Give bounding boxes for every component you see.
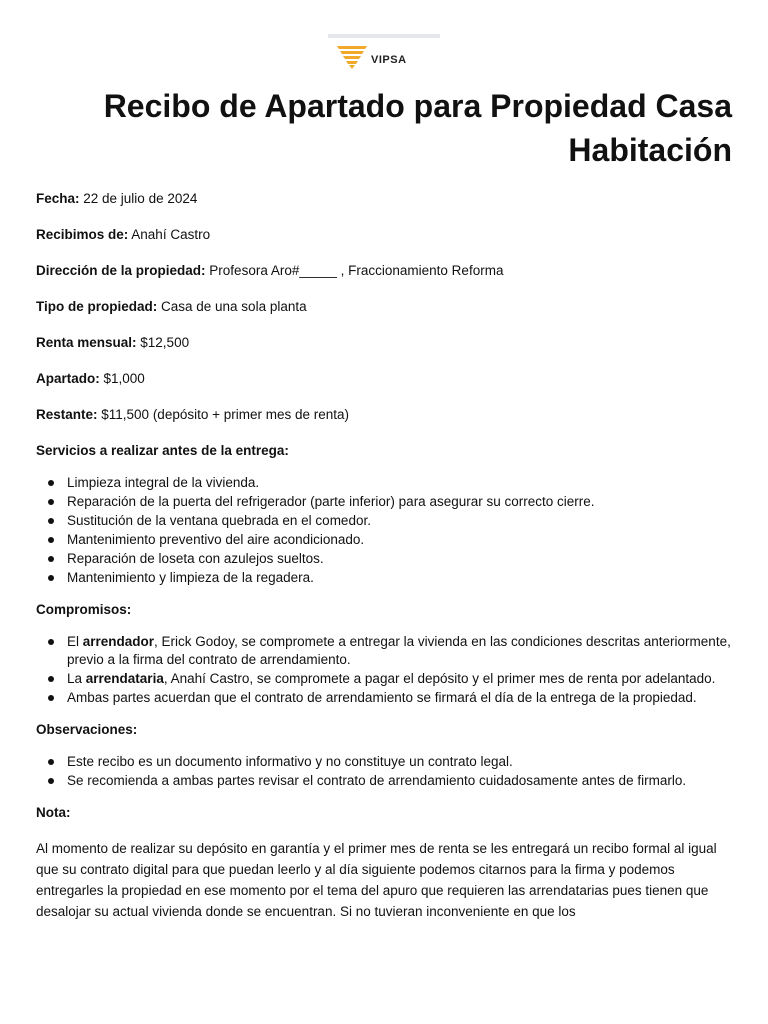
list-item: Este recibo es un documento informativo y no constituye un contrato legal. <box>67 753 736 771</box>
field-row <box>36 190 736 208</box>
field-label: Restante: <box>36 407 98 422</box>
header-divider <box>328 34 440 38</box>
compromisos-heading: Compromisos: <box>36 602 132 617</box>
list-item <box>67 633 736 669</box>
compromiso-pre: El <box>67 634 83 649</box>
field-value: Anahí Castro <box>128 227 211 242</box>
field-label: Renta mensual: <box>36 335 137 350</box>
field-label: Tipo de propiedad: <box>36 299 158 314</box>
logo-text: VIPSA <box>371 54 407 66</box>
field-value: 22 de julio de 2024 <box>79 191 198 206</box>
field-value: $12,500 <box>136 335 190 350</box>
list-item: Limpieza integral de la vivienda. <box>67 474 736 492</box>
observaciones-heading: Observaciones: <box>36 722 138 737</box>
list-item: Mantenimiento preventivo del aire acondicionado. <box>67 531 736 549</box>
nota-heading: Nota: <box>36 805 71 820</box>
compromiso-post: , Erick Godoy, se compromete a entregar la vivienda en las condiciones descritas anteriormente, previo a la firma del contrato de arrendamiento. <box>67 634 731 667</box>
field-label: Dirección de la propiedad: <box>36 263 206 278</box>
company-logo <box>337 44 407 70</box>
compromisos-list <box>36 633 736 707</box>
list-item: Sustitución de la ventana quebrada en el comedor. <box>67 512 736 530</box>
field-label: Apartado: <box>36 371 100 386</box>
field-row <box>36 226 736 244</box>
list-item: Reparación de loseta con azulejos sueltos. <box>67 550 736 568</box>
servicios-list <box>36 474 736 587</box>
list-item <box>67 670 736 688</box>
servicios-heading: Servicios a realizar antes de la entrega: <box>36 443 289 458</box>
field-list <box>36 190 736 424</box>
compromiso-pre: Ambas partes acuerdan que el contrato de arrendamiento se firmará el día de la entrega de la propiedad. <box>67 690 697 705</box>
field-row <box>36 406 736 424</box>
list-item <box>67 689 736 707</box>
field-value: Casa de una sola planta <box>157 299 307 314</box>
field-row <box>36 334 736 352</box>
list-item: Reparación de la puerta del refrigerador (parte inferior) para asegurar su correcto cierre. <box>67 493 736 511</box>
field-row <box>36 370 736 388</box>
field-value: $11,500 (depósito + primer mes de renta) <box>97 407 350 422</box>
compromiso-bold: arrendataria <box>85 671 164 686</box>
field-row <box>36 298 736 316</box>
list-item: Mantenimiento y limpieza de la regadera. <box>67 569 736 587</box>
field-label: Recibimos de: <box>36 227 129 242</box>
field-value: Profesora Aro#_____ , Fraccionamiento Reforma <box>205 263 504 278</box>
nota-text: Al momento de realizar su depósito en garantía y el primer mes de renta se les entregará un recibo formal al igual que su contrato digital para que puedan leerlo y al día siguiente podemos citarnos para la firma y podemos entregarles la propiedad en ese momento por el tema del apuro que requieren las arrendatarias pues tienen que desalojar su actual vivienda donde se encuentran. Si no tuvieran inconveniente en que los <box>36 841 717 919</box>
document-body <box>36 190 736 922</box>
observaciones-list <box>36 753 736 790</box>
compromiso-bold: arrendador <box>82 634 155 649</box>
field-row <box>36 262 736 280</box>
vipsa-logo-icon <box>337 44 367 70</box>
compromiso-post: , Anahí Castro, se compromete a pagar el depósito y el primer mes de renta por adelantado. <box>163 671 716 686</box>
field-label: Fecha: <box>36 191 80 206</box>
list-item: Se recomienda a ambas partes revisar el contrato de arrendamiento cuidadosamente antes de firmarlo. <box>67 772 736 790</box>
page-title: Recibo de Apartado para Propiedad Casa Habitación <box>103 88 732 168</box>
field-value: $1,000 <box>99 371 145 386</box>
compromiso-pre: La <box>67 671 86 686</box>
